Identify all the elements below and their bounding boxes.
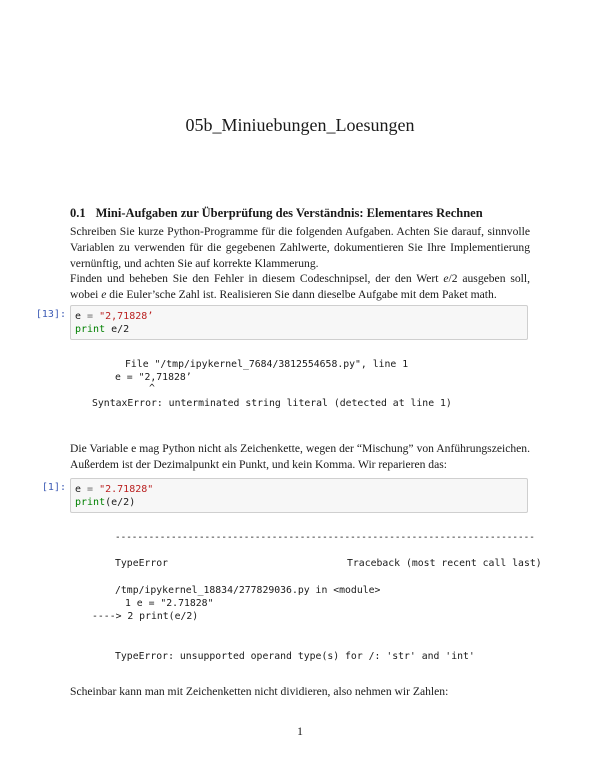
page-title: 05b_Miniuebungen_Loesungen xyxy=(185,115,415,135)
traceback-separator: --------------------------------------------------------------------------- xyxy=(115,532,535,543)
task-paragraph: Finden und beheben Sie den Fehler in diesem Codeschnipsel, der den Wert e/2 ausgeben soll, wobei e die Euler’sche Zahl ist. Realisieren Sie dann dieselbe Aufgabe mit dem Paket math. xyxy=(70,272,530,301)
section-title: Mini-Aufgaben zur Überprüfung des Verständnis: Elementares Rechnen xyxy=(95,206,483,220)
error-output-line: File "/tmp/ipykernel_7684/3812554658.py", line 1 xyxy=(125,359,409,370)
explanation-paragraph: Die Variable e mag Python nicht als Zeichenkette, wegen der “Mischung” von Anführungszeichen. Außerdem ist der Dezimalpunkt ein Punkt, und kein Komma. Wir reparieren das: xyxy=(70,442,530,471)
error-message: SyntaxError: unterminated string literal (detected at line 1) xyxy=(92,398,452,409)
traceback-file: /tmp/ipykernel_18834/277829036.py in <module> xyxy=(115,585,381,596)
code-line: print e/2 xyxy=(75,324,130,335)
error-caret: ^ xyxy=(149,383,155,394)
error-message: TypeError: unsupported operand type(s) for /: 'str' and 'int' xyxy=(115,651,475,662)
traceback-code-line: ----> 2 print(e/2) xyxy=(92,611,199,622)
traceback-code-line: 1 e = "2.71828" xyxy=(125,598,214,609)
code-line: e = "2.71828" xyxy=(75,484,154,495)
section-heading xyxy=(70,206,483,221)
math-e: e xyxy=(101,287,107,301)
code-cell[interactable] xyxy=(70,305,528,340)
code-line: e = "2,71828’ xyxy=(75,311,154,322)
code-cell[interactable] xyxy=(70,478,528,513)
cell-prompt: [1]: xyxy=(41,482,66,493)
closing-paragraph: Scheinbar kann man mit Zeichenketten nicht dividieren, also nehmen wir Zahlen: xyxy=(70,685,449,698)
page-number: 1 xyxy=(297,724,303,738)
traceback-header: Traceback (most recent call last) xyxy=(347,558,542,569)
code-line: print(e/2) xyxy=(75,497,136,508)
intro-paragraph: Schreiben Sie kurze Python-Programme für die folgenden Aufgaben. Achten Sie darauf, sinnvolle Variablen zu verwenden für die gegebenen Zahlwerte, dokumentieren Sie Ihre Implementierung vernünftig, und achten Sie auf korrekte Klammerung. xyxy=(70,225,530,270)
math-e: e xyxy=(443,272,449,285)
traceback-error-name: TypeError xyxy=(115,558,169,569)
cell-prompt: [13]: xyxy=(35,309,66,320)
section-number: 0.1 xyxy=(70,206,86,220)
error-output-line: e = "2,71828’ xyxy=(115,372,192,383)
